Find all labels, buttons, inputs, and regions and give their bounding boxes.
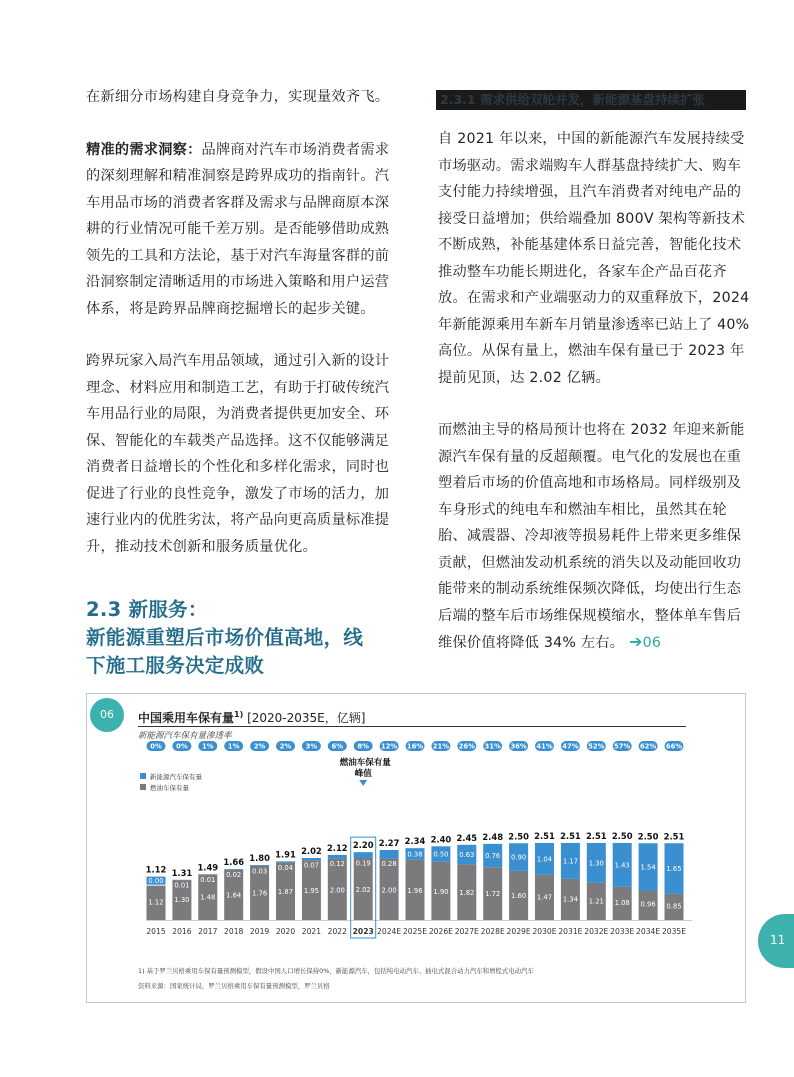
- penetration-pill-label: 8%: [357, 742, 369, 751]
- bar-total-label: 1.66: [223, 857, 245, 868]
- legend-label-ice: 燃油车保有量: [150, 784, 189, 792]
- x-tick-label: 2031E: [558, 927, 583, 936]
- x-tick-label: 2035E: [661, 927, 687, 936]
- legend-swatch-ice: [140, 784, 146, 790]
- x-tick-label: 2018: [224, 927, 244, 936]
- bar-total-label: 2.51: [560, 830, 581, 841]
- bar-total-label: 1.49: [197, 862, 219, 873]
- bar-total-label: 2.45: [456, 832, 478, 843]
- section-heading-line-1: 2.3 新服务：: [86, 598, 208, 621]
- bar-value-ice: 0.96: [640, 900, 656, 909]
- bar-nev: [354, 852, 373, 858]
- bar-value-ice: 1.72: [485, 890, 501, 899]
- bar-total-label: 2.48: [482, 831, 504, 842]
- bar-value-nev: 1.65: [666, 865, 682, 874]
- peak-annotation-line-2: 峰值: [354, 769, 372, 779]
- peak-annotation-line-1: 燃油车保有量: [339, 758, 391, 768]
- bar-total-label: 2.50: [508, 831, 529, 842]
- penetration-pill-label: 1%: [202, 742, 214, 751]
- bar-value-nev: 0.63: [459, 850, 475, 859]
- page-number: 11: [770, 933, 786, 947]
- bar-value-nev: 0.02: [226, 871, 242, 880]
- bar-value-nev: 0.07: [303, 861, 319, 870]
- bar-nev: [224, 869, 243, 870]
- bar-nev: [276, 861, 295, 862]
- bar-total-label: 1.12: [145, 864, 167, 875]
- x-tick-label: 2029E: [506, 927, 531, 936]
- bar-value-nev: 0.38: [407, 850, 423, 859]
- bar-value-ice: 2.02: [355, 886, 371, 895]
- penetration-pill-label: 21%: [432, 742, 450, 751]
- bar-value-ice: 1.76: [252, 889, 268, 898]
- bar-value-nev: 0.28: [381, 860, 397, 869]
- bar-value-nev: 0.12: [329, 860, 345, 869]
- chart-title-main: 中国乘用车保有量: [138, 711, 235, 725]
- holdings-bar-chart: [86, 738, 706, 944]
- section-heading-line-2: 新能源重塑后市场价值高地，线: [86, 626, 364, 649]
- penetration-pill-label: 31%: [484, 742, 501, 751]
- bar-nev: [302, 858, 321, 860]
- bar-total-label: 2.20: [352, 840, 374, 851]
- bar-total-label: 2.51: [585, 830, 607, 841]
- bar-value-ice: 0.85: [666, 902, 682, 911]
- penetration-pill-label: 0%: [176, 742, 188, 751]
- right-paragraph-1: 自 2021 年以来，中国的新能源汽车发展持续受市场驱动。需求端购车人群基盘持续扩大、购车支付能力持续增强，且汽车消费者对纯电产品的接受日益增加；供给端叠加 800V 架构等新技术不断成熟，补能基建体系日益完善，智能化技术推动整车功能长期进化，各家车企产品百花齐放。在需求和产业端驱动力的双重释放下，2024 年新能源乘用车新车月销量渗透率已站上了 40% 高位。从保有量上，燃油车保有量已于 2023 年提前见顶，达 2.02 亿辆。: [438, 131, 750, 386]
- penetration-pill-label: 47%: [562, 742, 579, 751]
- exhibit-reference-link[interactable]: 06: [642, 635, 662, 651]
- bar-value-nev: 1.04: [536, 855, 553, 864]
- bar-nev: [380, 850, 399, 859]
- penetration-pill-label: 2%: [279, 742, 292, 751]
- bar-value-ice: 2.00: [381, 886, 397, 895]
- bar-value-nev: 0.04: [277, 864, 294, 873]
- bar-value-ice: 1.90: [433, 887, 449, 896]
- bar-total-label: 1.31: [171, 867, 193, 878]
- penetration-rate-label: 新能源汽车保有量渗透率: [138, 731, 232, 741]
- chart-title-range: [2020-2035E，亿辆]: [247, 711, 366, 725]
- right-column: [438, 126, 750, 657]
- bar-nev: [328, 855, 347, 859]
- x-tick-label: 2028E: [480, 927, 505, 936]
- bar-total-label: 1.80: [249, 853, 270, 864]
- penetration-pill-label: 36%: [510, 742, 527, 751]
- bar-value-ice: 1.12: [148, 898, 164, 907]
- penetration-pill-label: 57%: [614, 742, 631, 751]
- bar-value-ice: 1.96: [407, 886, 423, 895]
- bar-value-nev: 0.19: [355, 859, 371, 868]
- bar-value-nev: 1.30: [588, 859, 604, 868]
- chart-title: [138, 709, 365, 726]
- need-insight-text: 品牌商对汽车市场消费者需求的深刻理解和精准洞察是跨界成功的指南针。汽车用品市场的消费者客群及需求与品牌商原本深耕的行业情况可能千差万别。是否能够借助成熟领先的工具和方法论，基于对汽车海量客群的前沿洞察制定清晰适用的市场进入策略和用户运营体系，将是跨界品牌商挖掘增长的起步关键。: [86, 141, 390, 317]
- left-paragraph-1: 在新细分市场构建自身竞争力，实现量效齐飞。: [86, 89, 390, 105]
- x-tick-label: 2017: [198, 927, 218, 936]
- x-tick-label: 2030E: [532, 927, 557, 936]
- penetration-pill-label: 1%: [227, 742, 240, 751]
- bar-value-ice: 1.48: [200, 893, 216, 902]
- x-tick-label: 2024E: [377, 927, 402, 936]
- x-tick-label: 2021: [301, 927, 322, 936]
- bar-value-nev: 0.50: [433, 850, 449, 859]
- bar-total-label: 2.50: [637, 831, 659, 842]
- bar-total-label: 2.34: [404, 836, 426, 847]
- legend-swatch-nev: [140, 773, 146, 779]
- chart-source: 资料来源：国家统计局，罗兰贝格乘用车保有量预测模型，罗兰贝格: [138, 982, 330, 990]
- penetration-pill-label: 6%: [331, 742, 344, 751]
- subsection-heading: 2.3.1 需求供给双轮并发，新能源基盘持续扩张: [436, 90, 746, 110]
- penetration-pill-label: 26%: [458, 742, 475, 751]
- penetration-pill-label: 62%: [639, 742, 657, 751]
- bar-total-label: 2.12: [326, 842, 348, 853]
- bar-value-nev: 1.43: [614, 861, 630, 870]
- bar-total-label: 2.50: [611, 830, 633, 841]
- bar-value-ice: 1.47: [536, 893, 553, 902]
- bar-total-label: 2.40: [430, 834, 452, 845]
- x-tick-label: 2026E: [428, 927, 453, 936]
- bar-value-ice: 1.64: [226, 891, 242, 900]
- right-paragraph-2-text: 而燃油主导的格局预计也将在 2032 年迎来新能源汽车保有量的反超颠覆。电气化的发展也在重塑着后市场的价值高地和市场格局。同样级别及车身形式的纯电车和燃油车相比，虽然其在轮胎、减震器、冷却液等损易耗件上带来更多维保贡献，但燃油发动机系统的消失以及动能回收功能带来的制动系统维保频次降低，均使出行生态后端的整车后市场维保规模缩水，整体单车售后维保价值将降低 34% 左右。: [438, 422, 745, 651]
- left-column: [86, 84, 396, 560]
- bar-total-label: 2.02: [301, 845, 322, 856]
- left-paragraph-2: [86, 137, 396, 323]
- penetration-pill-label: 66%: [665, 742, 683, 751]
- chart-title-footnote-mark: 1): [234, 710, 244, 719]
- penetration-pill-label: 12%: [380, 742, 398, 751]
- bar-value-nev: 0.01: [200, 876, 216, 885]
- bar-value-ice: 1.30: [174, 896, 190, 905]
- bar-value-nev: 0.76: [485, 852, 501, 861]
- left-paragraph-3: 跨界玩家入局汽车用品领域，通过引入新的设计理念、材料应用和制造工艺，有助于打破传统汽车用品行业的局限，为消费者提供更加安全、环保、智能化的车载类产品选择。这不仅能够满足消费者日益增长的个性化和多样化需求，同时也促进了行业的良性竞争，激发了市场的活力，加速行业内的优胜劣汰，将产品向更高质量标准提升，推动技术创新和服务质量优化。: [86, 353, 390, 555]
- penetration-pill-label: 41%: [536, 742, 553, 751]
- x-tick-label: 2015: [146, 927, 166, 936]
- bar-value-ice: 1.60: [511, 891, 527, 900]
- exhibit-number-badge: 06: [90, 698, 124, 732]
- x-tick-label: 2033E: [610, 927, 635, 936]
- penetration-pill-label: 2%: [253, 742, 266, 751]
- bar-value-ice: 1.82: [459, 888, 475, 897]
- penetration-pill-label: 3%: [305, 742, 318, 751]
- bar-value-ice: 1.95: [303, 887, 319, 896]
- penetration-pill-label: 0%: [150, 742, 162, 751]
- section-heading-line-3: 下施工服务决定成败: [86, 654, 265, 677]
- bar-total-label: 2.51: [663, 831, 685, 842]
- chart-footnote: 1) 基于罗兰贝格乘用车保有量预测模型，假设中国人口增长保持0%，新能源汽车，包括纯电动汽车、插电式混合动力汽车和增程式电动汽车: [138, 967, 534, 975]
- bar-value-ice: 1.08: [614, 899, 630, 908]
- bar-total-label: 1.91: [275, 849, 296, 860]
- x-tick-label: 2020: [275, 927, 296, 936]
- bar-value-ice: 1.34: [562, 895, 578, 904]
- need-insight-heading: 精准的需求洞察：: [86, 141, 202, 158]
- bar-total-label: 2.27: [378, 838, 400, 849]
- x-tick-label: 2032E: [584, 927, 609, 936]
- bar-total-label: 2.51: [534, 830, 555, 841]
- x-tick-label: 2027E: [454, 927, 479, 936]
- bar-value-ice: 2.00: [329, 886, 345, 895]
- x-tick-label: 2023: [352, 927, 374, 936]
- bar-value-ice: 1.21: [588, 897, 604, 906]
- bar-value-ice: 1.87: [277, 888, 294, 897]
- section-heading: [86, 596, 406, 680]
- bar-nev: [250, 865, 269, 866]
- peak-arrow-icon: [359, 780, 367, 786]
- x-tick-label: 2022: [327, 927, 347, 936]
- bar-value-nev: 0.01: [174, 881, 190, 890]
- x-tick-label: 2034E: [636, 927, 661, 936]
- x-tick-label: 2025E: [402, 927, 428, 936]
- legend-label-nev: 新能源汽车保有量: [150, 773, 202, 781]
- bar-value-nev: 1.54: [640, 863, 656, 872]
- x-tick-label: 2019: [249, 927, 270, 936]
- right-paragraph-2: [438, 417, 750, 657]
- x-tick-label: 2016: [172, 927, 192, 936]
- bar-value-nev: 0.03: [252, 867, 268, 876]
- penetration-pill-label: 16%: [406, 742, 424, 751]
- penetration-pill-label: 52%: [588, 742, 605, 751]
- arrow-right-icon: ➔: [628, 632, 643, 651]
- chart-title-rule: [138, 726, 686, 727]
- bar-value-nev: 0.00: [148, 876, 164, 885]
- bar-value-nev: 1.17: [562, 857, 578, 866]
- bar-value-nev: 0.90: [511, 853, 527, 862]
